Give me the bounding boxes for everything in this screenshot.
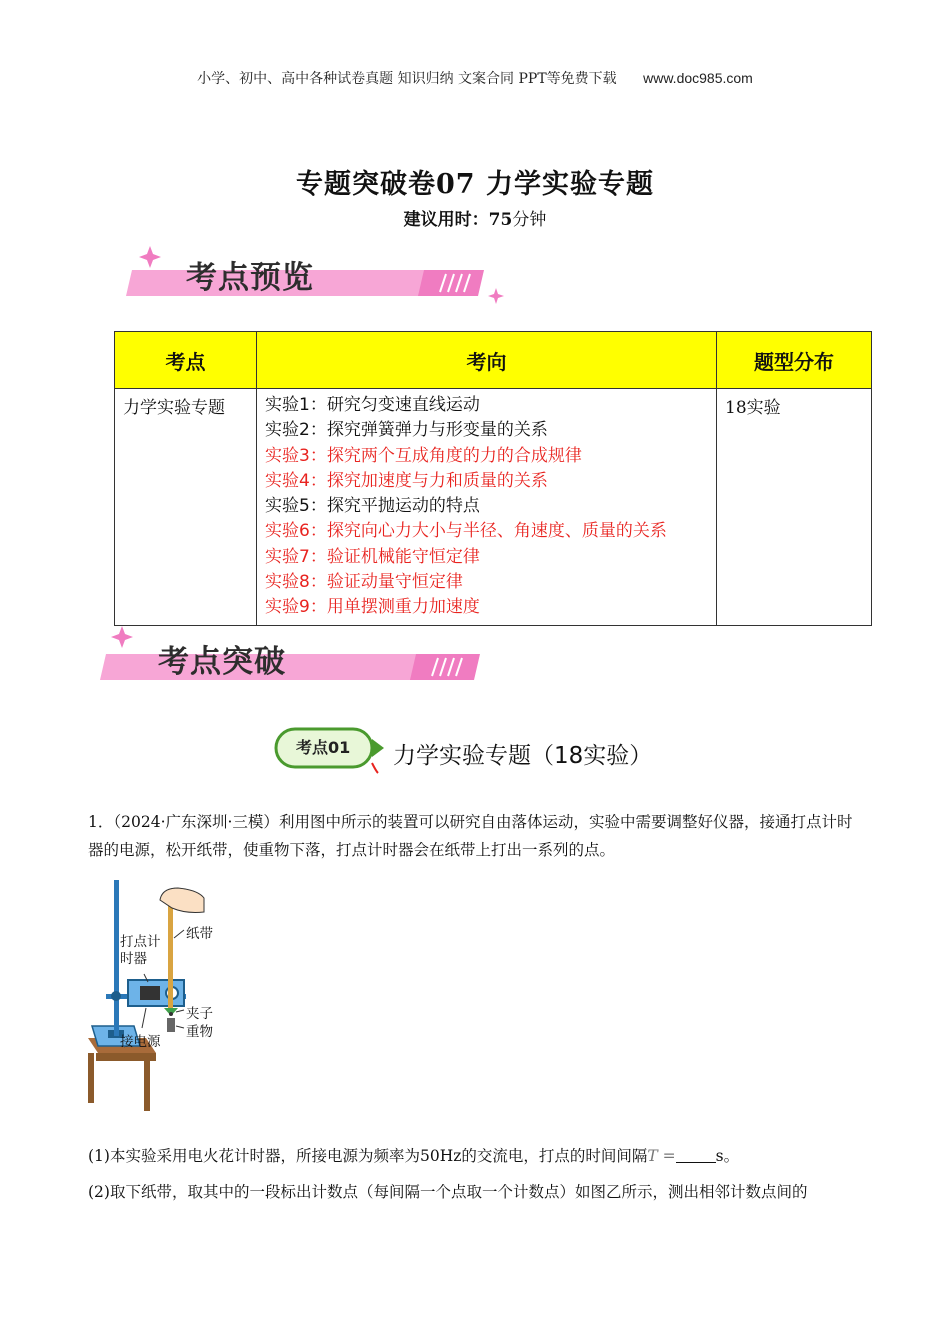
topic-item	[265, 519, 708, 544]
page-header	[0, 68, 950, 88]
topic-item-label: 实验2：	[265, 420, 327, 441]
topic-item-text: 验证动量守恒定律	[326, 572, 463, 593]
topic-item	[265, 444, 708, 469]
topic-item	[265, 393, 708, 418]
header-kaodian: 考点	[115, 332, 257, 389]
topic-cell: 力学实验专题	[115, 389, 257, 626]
topic-item-label: 实验8：	[265, 572, 327, 593]
topics-cell	[257, 389, 717, 626]
question-1	[88, 808, 863, 864]
sub1-var: T =	[647, 1147, 676, 1165]
overview-table	[114, 331, 872, 626]
topic-item	[265, 418, 708, 443]
banner-decoration-icon	[96, 622, 486, 694]
distribution-cell: 18实验	[717, 389, 872, 626]
topic-item-text: 验证机械能守恒定律	[326, 546, 480, 567]
label-power: 接电源	[120, 1034, 161, 1050]
question-number: 1．	[88, 813, 114, 831]
topic-list	[265, 393, 708, 621]
table-header-row	[115, 332, 872, 389]
banner-overview	[124, 240, 514, 312]
kaodian-badge	[272, 725, 390, 779]
label-weight: 重物	[186, 1024, 213, 1040]
topic-item-text: 探究弹簧弹力与形变量的关系	[326, 420, 548, 441]
sub1-unit: s。	[715, 1147, 740, 1165]
label-timer: 打点计 时器	[120, 934, 161, 967]
topic-item-label: 实验1：	[265, 395, 327, 415]
apparatus-illustration	[86, 878, 226, 1113]
header-distribution: 题型分布	[717, 332, 872, 389]
question-text: 利用图中所示的装置可以研究自由落体运动，实验中需要调整好仪器，接通打点计时器的电源，松开纸带，使重物下落，打点计时器会在纸带上打出一系列的点。	[88, 813, 853, 859]
label-tape: 纸带	[186, 926, 213, 942]
suggested-time-value: 75	[488, 210, 513, 230]
topic-item-text: 研究匀变速直线运动	[326, 395, 480, 415]
banner-breakthrough	[96, 622, 486, 694]
suggested-time-unit: 分钟	[512, 210, 547, 230]
badge-text: 考点01	[296, 738, 351, 757]
topic-item-label: 实验5：	[265, 496, 327, 517]
suggested-time-label: 建议用时：	[403, 210, 489, 230]
topic-item-text: 用单摆测重力加速度	[326, 597, 480, 618]
topic-item-label: 实验6：	[265, 521, 327, 542]
topic-item-text: 探究加速度与力和质量的关系	[326, 470, 548, 491]
topic-item	[265, 494, 708, 519]
header-text: 小学、初中、高中各种试卷真题 知识归纳 文案合同 PPT等免费下载	[197, 71, 617, 87]
sub-question-2: (2)取下纸带，取其中的一段标出计数点（每间隔一个点取一个计数点）如图乙所示，测出相邻计数点间的	[88, 1183, 808, 1201]
topic-item	[265, 469, 708, 494]
topic-item-text: 探究两个互成角度的力的合成规律	[326, 445, 582, 466]
topic-item	[265, 545, 708, 570]
page-title: 专题突破卷07 力学实验专题	[296, 169, 654, 200]
kaodian-title: 力学实验专题（18实验）	[393, 743, 653, 769]
sub-question-1	[88, 1144, 739, 1166]
header-url[interactable]: www.doc985.com	[643, 70, 753, 86]
topic-item	[265, 595, 708, 620]
label-clip: 夹子	[186, 1006, 213, 1022]
banner-breakthrough-text: 考点突破	[158, 644, 286, 680]
sub1-text-b: 的交流电，打点的时间间隔	[461, 1147, 648, 1165]
sub1-text-a: (1)本实验采用电火花计时器，所接电源为频率为	[88, 1147, 420, 1165]
topic-item-text: 探究平抛运动的特点	[326, 496, 480, 517]
table-row	[115, 389, 872, 626]
sub1-freq: 50Hz	[419, 1147, 462, 1165]
topic-item-label: 实验7：	[265, 546, 327, 567]
apparatus-figure	[86, 878, 226, 1117]
topic-item-label: 实验3：	[265, 445, 327, 466]
banner-decoration-icon	[124, 240, 514, 312]
topic-item-label: 实验9：	[265, 597, 327, 618]
banner-overview-text: 考点预览	[186, 260, 314, 296]
topic-item	[265, 570, 708, 595]
topic-item-label: 实验4：	[265, 470, 327, 491]
suggested-time	[0, 205, 950, 230]
header-kaoxiang: 考向	[257, 332, 717, 389]
topic-item-text: 探究向心力大小与半径、角速度、质量的关系	[326, 521, 667, 542]
answer-blank[interactable]	[676, 1147, 716, 1163]
question-source: （2024·广东深圳·三模）	[113, 813, 279, 831]
